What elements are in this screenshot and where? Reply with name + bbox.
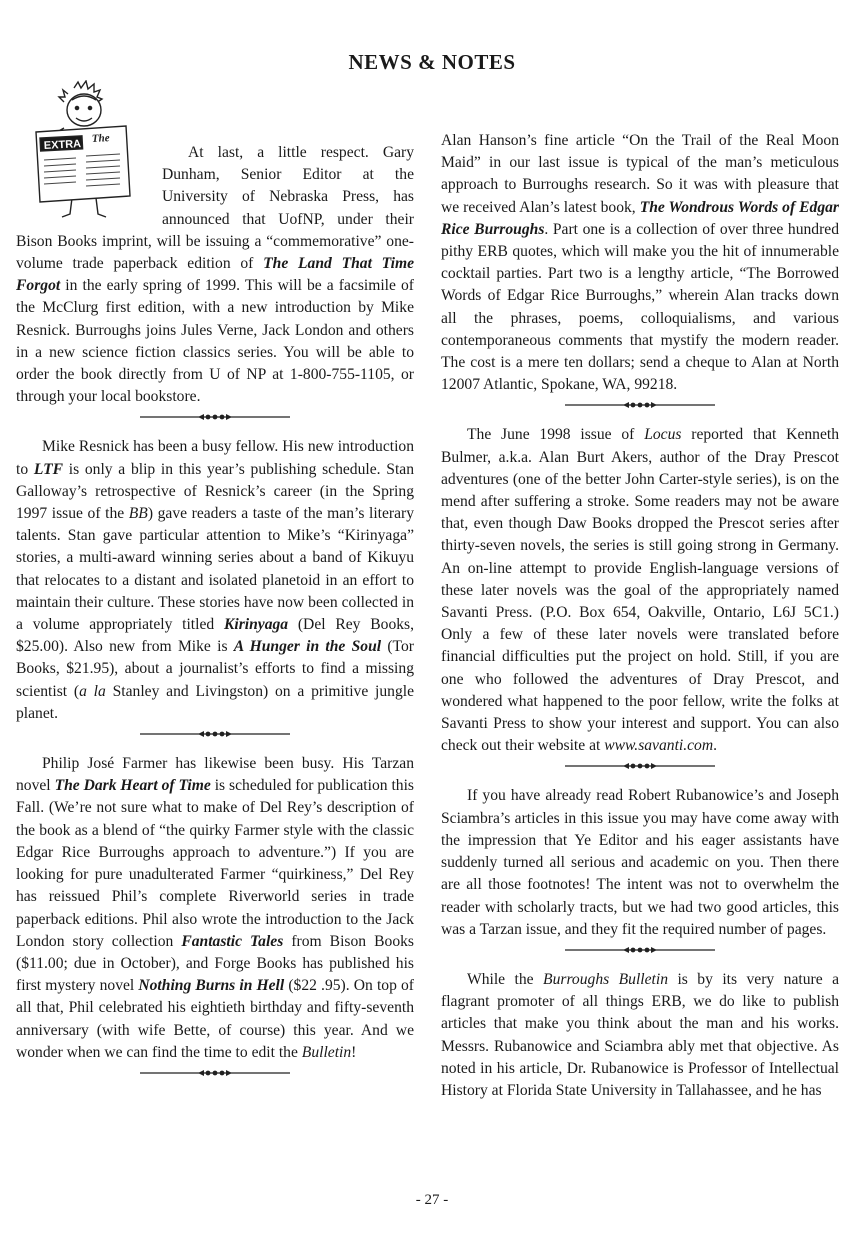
article-rubanowice-sciambra: While the Burroughs Bulletin is by its very nature a flagrant promoter of all things ERB, we do like to publish articles that make you think about the man and his works. Messrs. Rubanowice and Sciambra ably met that objective. As noted in his article, Dr. Rubanowice is Professor of Intellectual History at Florida State University in Tallahassee, and he has [441,970,839,1099]
article-ltf-reissue: At last, a little respect. Gary Dunham, Senior Editor at the University of Nebraska Press, has announced that UofNP, under their Bison Books imprint, will be issuing a “commemorative” one-volume trade paperback edition of The Land That Time Forgot in the early spring of 1999. This will be a facsimile of the McClurg first edition, with a new introduction by Mike Resnick. Burroughs joins Jules Verne, Jack London and others in a new science fiction classics series. You will be able to order the book directly from U of NP at 1-800-755-1105, or through your local bookstore. [16,144,415,406]
ornamental-divider-icon [565,945,715,955]
ornamental-divider-icon [140,412,290,422]
website-url: www.savanti.com [604,737,714,755]
article-philip-jose-farmer: Philip José Farmer has likewise been busy. His Tarzan novel The Dark Heart of Time is scheduled for publication this Fall. (We’re not sure what to make of Del Rey’s description of the book as a blend of “the quirky Farmer style with the classic Edgar Rice Burroughs approach to adventure.”) If you are looking for pure unadulterated Farmer “quirkiness,” Del Rey has reissued Phil’s complete Riverworld series in trade paperback editions. Phil also wrote the introduction to the Jack London story collection Fantastic Tales from Bison Books ($11.00; due in October), and Forge Books has published his first mystery novel Nothing Burns in Hell ($22 .95). On top of all that, Phil celebrated his eightieth birthday and fifty-seventh anniversary (with wife Bette, of course) this year. And we wonder when we can find the time to edit the Bulletin! [16,755,414,1061]
ornamental-divider-icon [565,761,715,771]
article-footnotes-note: If you have already read Robert Rubanowice’s and Joseph Sciambra’s articles in this issue you may have come away with the impression that Ye Editor and his eager assistants have suddenly turned all serious and academic on you. Then there are all those footnotes! The intent was not to overwhelm the reader with scholarly tracts, but we had two good articles, this was a Tarzan issue, and they fit the required number of pages. [441,787,839,938]
right-column [441,130,839,1102]
extra-banner-text: EXTRA [43,138,82,152]
ornamental-divider-icon [565,400,715,410]
newsboy-extra-icon [14,80,154,220]
article-mike-resnick: Mike Resnick has been a busy fellow. His new introduction to LTF is only a blip in this year’s publishing schedule. Stan Galloway’s retrospective of Resnick’s career (in the Spring 1997 issue of the BB) gave readers a taste of the man’s literary talents. Stan gave particular attention to Mike’s “Kirinyaga” stories, a multi-award winning series about a band of Kikuyu that relocates to a distant and isolated planetoid in an effort to maintain their culture. These stories have now been collected in a volume appropriately titled Kirinyaga (Del Rey Books, $25.00). Also new from Mike is A Hunger in the Soul (Tor Books, $21.95), about a journalist’s efforts to find a missing scientist (a la Stanley and Livingston) on a primitive jungle planet. [16,438,415,722]
article-wondrous-words: Alan Hanson’s fine article “On the Trail of the Real Moon Maid” in our last issue is typical of the man’s meticulous approach to Burroughs research. So it was with pleasure that we received Alan’s latest book, The Wondrous Words of Edgar Rice Burroughs. Part one is a collection of over three hundred pithy ERB quotes, which will make you the hit of innumerable cocktail parties. Part two is a lengthy article, “The Borrowed Words of Edgar Rice Burroughs,” wherein Alan tracks down all the phrases, poems, colloquialisms, and various contemporaneous comments that mystify the modern reader. The cost is a mere ten dollars; send a cheque to Alan at North 12007 Atlantic, Spokane, WA, 99218. [441,132,839,394]
left-column [16,118,414,1092]
page-title: NEWS & NOTES [348,50,516,74]
ornamental-divider-icon [140,729,290,739]
article-kenneth-bulmer: The June 1998 issue of Locus reported that Kenneth Bulmer, a.k.a. Alan Burt Akers, author of the Dray Prescot adventures (one of the better John Carter-style series), is on the mend after suffering a stroke. Some readers may not be aware that, even though Daw Books dropped the Prescot series after thirty-seven novels, the series is still going strong in Germany. An on-line attempt to provide English-language versions of these later novels was the goal of the appropriately named Savanti Press. (P.O. Box 654, Oakville, Ontario, L6J 5C1.) Only a few of these later novels were translated before financial difficulties put the project on hold. Still, if you are one who followed the adventures of Dray Prescot, and wondered what happened to the poor fellow, write the folks at Savanti Press to show your interest and support. You can also check out their website at www.savanti.com. [441,426,840,755]
page-number: - 27 - [415,1192,449,1208]
paper-masthead-text: The [91,132,110,145]
ornamental-divider-icon [140,1068,290,1078]
book-title: The Land That Time Forgot [16,255,415,295]
